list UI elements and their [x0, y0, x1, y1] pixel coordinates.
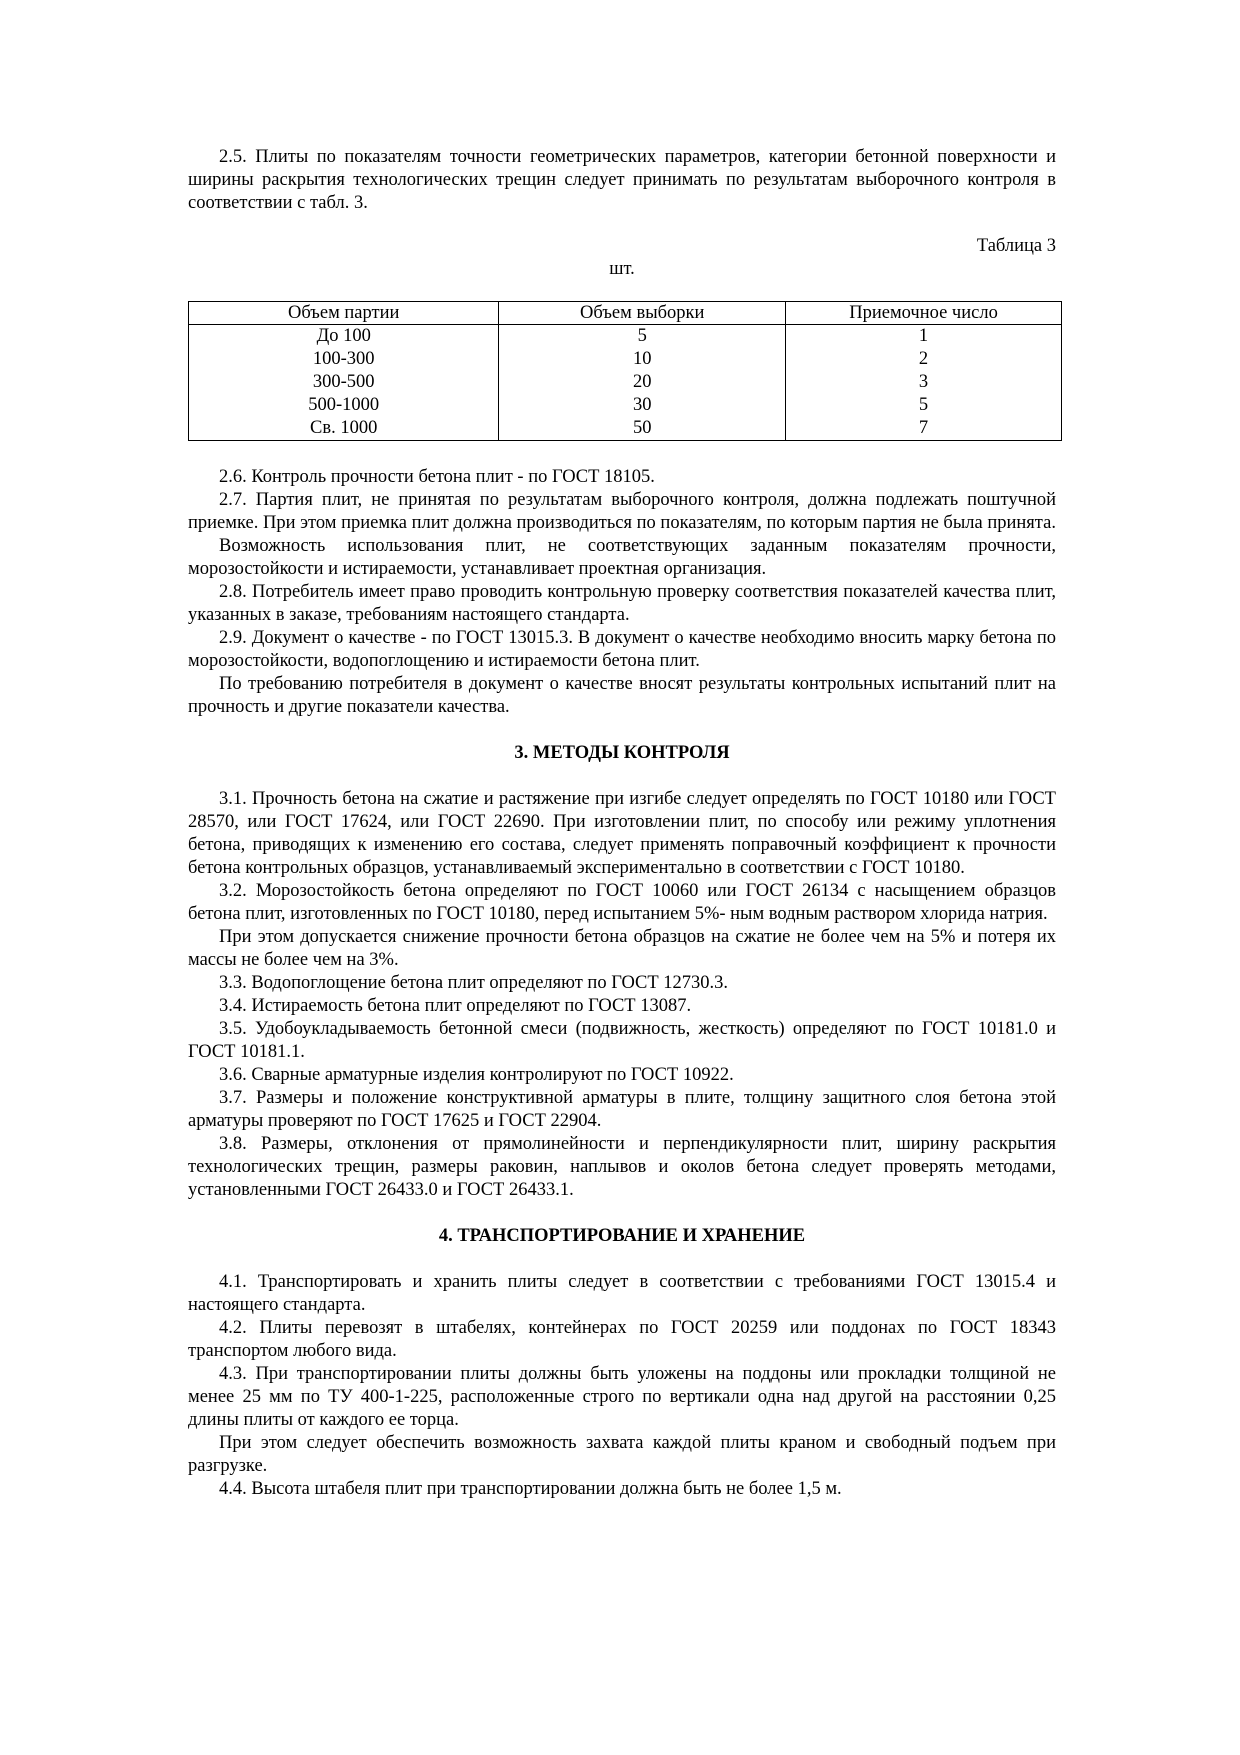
table-header-cell: Объем выборки [499, 302, 786, 325]
table-cell: 10 [499, 348, 786, 371]
paragraph-4-3: 4.3. При транспортировании плиты должны быть уложены на поддоны или прокладки толщиной не менее 25 мм по ТУ 400-1-225, расположенные строго по вертикали одна над другой на расстоянии 0,25 длины плиты от каждого ее торца. [188, 1364, 1056, 1430]
paragraph-2-5: 2.5. Плиты по показателям точности геометрических параметров, категории бетонной поверхности и ширины раскрытия технологических трещин следует принимать по результатам выборочного контроля в соответствии с табл. 3. [188, 147, 1056, 213]
paragraph-3-1: 3.1. Прочность бетона на сжатие и растяжение при изгибе следует определять по ГОСТ 10180 или ГОСТ 28570, или ГОСТ 17624, или ГОСТ 22690. При изготовлении плит, по способу или режиму уплотнения бетона, приводящих к изменению его состава, следует применять поправочный коэффициент к прочности бетона контрольных образцов, устанавливаемый экспериментально в соответствии с ГОСТ 10180. [188, 789, 1056, 878]
table-row [189, 417, 1062, 441]
document-page [188, 146, 1056, 1501]
paragraph-4-2: 4.2. Плиты перевозят в штабелях, контейнерах по ГОСТ 20259 или поддонах по ГОСТ 18343 транспортом любого вида. [188, 1318, 1056, 1361]
table-caption: Таблица 3 [976, 236, 1056, 256]
table-cell: До 100 [189, 325, 499, 349]
sampling-table [188, 301, 1062, 441]
paragraph-3-7: 3.7. Размеры и положение конструктивной арматуры в плите, толщину защитного слоя бетона этой арматуры проверяют по ГОСТ 17625 и ГОСТ 22904. [188, 1088, 1056, 1131]
section-3-heading: 3. МЕТОДЫ КОНТРОЛЯ [514, 743, 730, 763]
table-cell: 5 [499, 325, 786, 349]
table-cell: 50 [499, 417, 786, 441]
table-row [189, 371, 1062, 394]
paragraph-3-6: 3.6. Сварные арматурные изделия контролируют по ГОСТ 10922. [219, 1065, 734, 1085]
table-cell: 20 [499, 371, 786, 394]
paragraph-3-4: 3.4. Истираемость бетона плит определяют по ГОСТ 13087. [219, 996, 692, 1016]
paragraph-3-3: 3.3. Водопоглощение бетона плит определяют по ГОСТ 12730.3. [219, 973, 729, 993]
table-row [189, 325, 1062, 349]
section-4-heading: 4. ТРАНСПОРТИРОВАНИЕ И ХРАНЕНИЕ [438, 1226, 806, 1246]
table-cell: 500-1000 [189, 394, 499, 417]
table-cell: 100-300 [189, 348, 499, 371]
table-header-row [189, 302, 1062, 325]
paragraph-4-4: 4.4. Высота штабеля плит при транспортировании должна быть не более 1,5 м. [219, 1479, 842, 1499]
table-cell: 3 [786, 371, 1062, 394]
paragraph-3-2: 3.2. Морозостойкость бетона определяют по ГОСТ 10060 или ГОСТ 26134 с насыщением образцов бетона плит, изготовленных по ГОСТ 10180, перед испытанием 5%- ным водным раствором хлорида натрия. [188, 881, 1056, 924]
paragraph-2-9: 2.9. Документ о качестве - по ГОСТ 13015.3. В документ о качестве необходимо вносить марку бетона по морозостойкости, водопоглощению и истираемости бетона плит. [188, 628, 1056, 671]
paragraph-4-3-continued: При этом следует обеспечить возможность захвата каждой плиты краном и свободный подъем при разгрузке. [188, 1433, 1056, 1476]
table-row [189, 348, 1062, 371]
table-header-cell: Объем партии [189, 302, 499, 325]
table-cell: 30 [499, 394, 786, 417]
paragraph-4-1: 4.1. Транспортировать и хранить плиты следует в соответствии с требованиями ГОСТ 13015.4 и настоящего стандарта. [188, 1272, 1056, 1315]
table-cell: 5 [786, 394, 1062, 417]
paragraph-2-7: 2.7. Партия плит, не принятая по результатам выборочного контроля, должна подлежать поштучной приемке. При этом приемка плит должна производиться по показателям, по которым партия не была принята. [188, 490, 1056, 533]
paragraph-3-2-continued: При этом допускается снижение прочности бетона образцов на сжатие не более чем на 5% и потеря их массы не более чем на 3%. [188, 927, 1056, 970]
paragraph-2-9-continued: По требованию потребителя в документ о качестве вносят результаты контрольных испытаний плит на прочность и другие показатели качества. [188, 674, 1056, 717]
table-cell: 7 [786, 417, 1062, 441]
paragraph-3-8: 3.8. Размеры, отклонения от прямолинейности и перпендикулярности плит, ширину раскрытия технологических трещин, размеры раковин, наплывов и околов бетона следует проверять методами, установленными ГОСТ 26433.0 и ГОСТ 26433.1. [188, 1134, 1056, 1200]
table-cell: 2 [786, 348, 1062, 371]
table-unit: шт. [609, 259, 635, 279]
paragraph-2-8: 2.8. Потребитель имеет право проводить контрольную проверку соответствия показателей качества плит, указанных в заказе, требованиям настоящего стандарта. [188, 582, 1056, 625]
paragraph-3-5: 3.5. Удобоукладываемость бетонной смеси (подвижность, жесткость) определяют по ГОСТ 10181.0 и ГОСТ 10181.1. [188, 1019, 1056, 1062]
table-header-cell: Приемочное число [786, 302, 1062, 325]
paragraph-2-7-continued: Возможность использования плит, не соответствующих заданным показателям прочности, морозостойкости и истираемости, устанавливает проектная организация. [188, 536, 1056, 579]
table-cell: Св. 1000 [189, 417, 499, 441]
paragraph-2-6: 2.6. Контроль прочности бетона плит - по ГОСТ 18105. [219, 467, 655, 487]
table-cell: 1 [786, 325, 1062, 349]
table-row [189, 394, 1062, 417]
table-cell: 300-500 [189, 371, 499, 394]
